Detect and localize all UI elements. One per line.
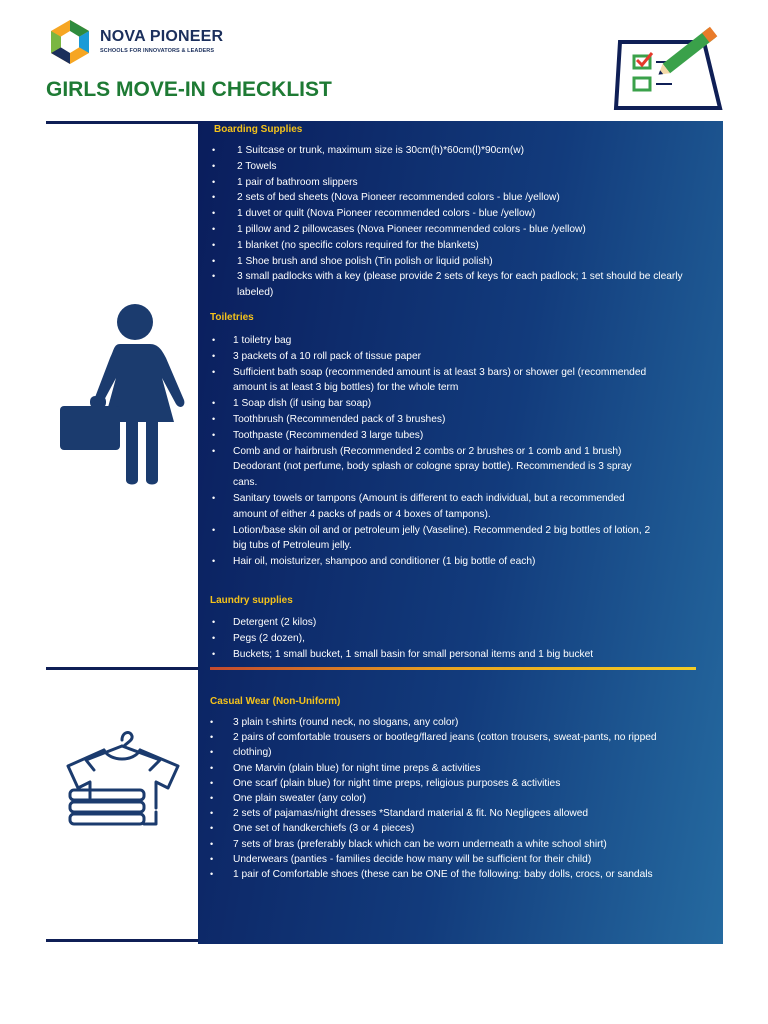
list-item: • One scarf (plain blue) for night time preps, religious purposes & activities <box>206 776 706 791</box>
list-item: • 3 plain t-shirts (round neck, no slogans, any color) <box>206 715 706 730</box>
section-divider <box>210 667 696 670</box>
list-item: • Toothpaste (Recommended 3 large tubes) <box>208 428 656 444</box>
folded-clothes-with-hanger-icon <box>64 728 182 832</box>
list-item: • Sufficient bath soap (recommended amount is at least 3 bars) or shower gel (recommended amount is at least 3 big bottles) for the whole term <box>208 365 656 397</box>
list-item: • 1 pair of Comfortable shoes (these can be ONE of the following: baby dolls, crocs, or sandals <box>206 867 706 882</box>
list-item: • Toothbrush (Recommended pack of 3 brushes) <box>208 412 656 428</box>
brand-name: NOVA PIONEER <box>100 28 224 45</box>
section-title-casual: Casual Wear (Non-Uniform) <box>210 696 341 707</box>
left-divider-bottom <box>46 939 198 942</box>
list-item: • 1 toiletry bag <box>208 333 656 349</box>
list-item: • 1 Suitcase or trunk, maximum size is 30cm(h)*60cm(l)*90cm(w) <box>208 143 688 159</box>
list-item: • 1 Soap dish (if using bar soap) <box>208 396 656 412</box>
list-item: • Sanitary towels or tampons (Amount is different to each individual, but a recommended amount of either 4 packs of pads or 4 boxes of tampons). <box>208 491 656 523</box>
list-item: • 1 pair of bathroom slippers <box>208 175 688 191</box>
casual-list <box>206 715 706 882</box>
boarding-list <box>208 143 688 301</box>
left-divider-middle <box>46 667 198 670</box>
section-title-boarding: Boarding Supplies <box>214 124 303 135</box>
list-item: • Detergent (2 kilos) <box>208 615 688 631</box>
list-item: • 1 pillow and 2 pillowcases (Nova Pioneer recommended colors - blue /yellow) <box>208 222 688 238</box>
list-item: • Comb and or hairbrush (Recommended 2 combs or 2 brushes or 1 comb and 1 brush) Deodorant (not perfume, body splash or cologne spray bottle). Recommended is 3 spray cans. <box>208 444 656 491</box>
list-item: • 3 small padlocks with a key (please provide 2 sets of keys for each padlock; 1 set should be clearly labeled) <box>208 269 688 301</box>
checklist-with-pencil-icon <box>612 20 724 112</box>
laundry-list <box>208 615 688 662</box>
list-item: • 1 Shoe brush and shoe polish (Tin polish or liquid polish) <box>208 254 688 270</box>
list-item: • One set of handkerchiefs (3 or 4 pieces) <box>206 821 706 836</box>
brand-logo <box>46 18 246 68</box>
list-item: • 3 packets of a 10 roll pack of tissue paper <box>208 349 656 365</box>
list-item: • Underwears (panties - families decide how many will be sufficient for their child) <box>206 852 706 867</box>
list-item: • 7 sets of bras (preferably black which can be worn underneath a white school shirt) <box>206 837 706 852</box>
list-item: • One Marvin (plain blue) for night time preps & activities <box>206 761 706 776</box>
toiletries-list <box>208 333 656 570</box>
list-item: • Lotion/base skin oil and or petroleum jelly (Vaseline). Recommended 2 big bottles of lotion, 2 big tubs of Petroleum jelly. <box>208 523 656 555</box>
nova-pioneer-hexagon-logo-icon <box>46 18 94 66</box>
list-item: • 1 blanket (no specific colors required for the blankets) <box>208 238 688 254</box>
list-item: • 2 sets of bed sheets (Nova Pioneer recommended colors - blue /yellow) <box>208 190 688 206</box>
section-title-toiletries: Toiletries <box>210 312 254 323</box>
list-item: • One plain sweater (any color) <box>206 791 706 806</box>
section-title-laundry: Laundry supplies <box>210 595 293 606</box>
list-item: • Pegs (2 dozen), <box>208 631 688 647</box>
girl-with-suitcase-icon <box>58 300 188 486</box>
left-divider-top <box>46 121 198 124</box>
list-item: • clothing) <box>206 745 706 760</box>
brand-tagline: SCHOOLS FOR INNOVATORS & LEADERS <box>100 48 215 54</box>
list-item: • 1 duvet or quilt (Nova Pioneer recommended colors - blue /yellow) <box>208 206 688 222</box>
list-item: • Hair oil, moisturizer, shampoo and conditioner (1 big bottle of each) <box>208 554 656 570</box>
page-title: GIRLS MOVE-IN CHECKLIST <box>46 78 332 101</box>
list-item: • 2 pairs of comfortable trousers or bootleg/flared jeans (cotton trousers, sweat-pants, no ripped <box>206 730 706 745</box>
list-item: • 2 sets of pajamas/night dresses *Standard material & fit. No Negligees allowed <box>206 806 706 821</box>
list-item: • Buckets; 1 small bucket, 1 small basin for small personal items and 1 big bucket <box>208 647 688 663</box>
list-item: • 2 Towels <box>208 159 688 175</box>
